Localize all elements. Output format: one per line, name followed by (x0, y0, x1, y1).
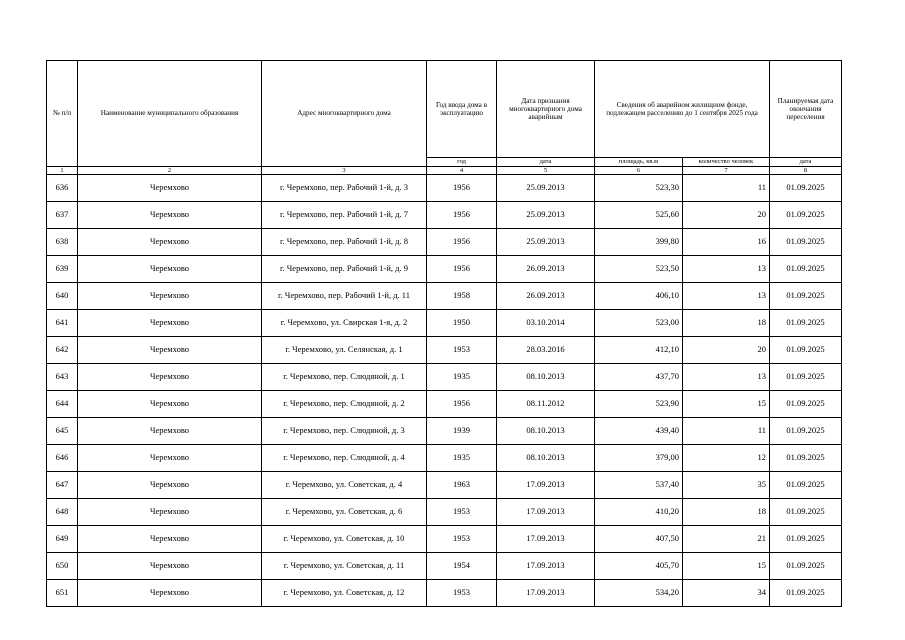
table-row (47, 526, 842, 553)
row-end-date: 01.09.2025 (770, 256, 842, 283)
row-municipality: Черемхово (78, 337, 262, 364)
row-area: 537,40 (595, 472, 683, 499)
row-number: 647 (47, 472, 78, 499)
row-address: г. Черемхово, пер. Слюдяной, д. 4 (262, 445, 427, 472)
row-people: 34 (683, 580, 770, 607)
row-year: 1954 (427, 553, 497, 580)
table-row (47, 283, 842, 310)
row-end-date: 01.09.2025 (770, 391, 842, 418)
row-address: г. Черемхово, пер. Слюдяной, д. 1 (262, 364, 427, 391)
row-emergency-date: 17.09.2013 (497, 580, 595, 607)
row-address: г. Черемхово, пер. Рабочий 1-й, д. 7 (262, 202, 427, 229)
row-address: г. Черемхово, пер. Рабочий 1-й, д. 11 (262, 283, 427, 310)
row-emergency-date: 17.09.2013 (497, 526, 595, 553)
row-emergency-date: 25.09.2013 (497, 202, 595, 229)
row-number: 651 (47, 580, 78, 607)
row-address: г. Черемхово, пер. Слюдяной, д. 3 (262, 418, 427, 445)
row-address: г. Черемхово, пер. Слюдяной, д. 2 (262, 391, 427, 418)
row-end-date: 01.09.2025 (770, 310, 842, 337)
row-area: 525,60 (595, 202, 683, 229)
row-emergency-date: 28.03.2016 (497, 337, 595, 364)
header-planned-end-date: Планируемая дата окончания переселения (770, 61, 842, 158)
row-emergency-date: 03.10.2014 (497, 310, 595, 337)
row-year: 1956 (427, 256, 497, 283)
col-number-5: 5 (497, 167, 595, 175)
row-municipality: Черемхово (78, 283, 262, 310)
row-address: г. Черемхово, ул. Свирская 1-я, д. 2 (262, 310, 427, 337)
row-area: 379,00 (595, 445, 683, 472)
header-emergency-housing-info: Сведения об аварийном жилищном фонде, подлежащем расселению до 1 сентября 2025 года (595, 61, 770, 158)
table-row (47, 337, 842, 364)
row-number: 638 (47, 229, 78, 256)
col-number-4: 4 (427, 167, 497, 175)
row-year: 1956 (427, 202, 497, 229)
table-row (47, 553, 842, 580)
row-emergency-date: 17.09.2013 (497, 553, 595, 580)
row-area: 399,80 (595, 229, 683, 256)
row-area: 412,10 (595, 337, 683, 364)
col-number-7: 7 (683, 167, 770, 175)
row-address: г. Черемхово, ул. Советская, д. 12 (262, 580, 427, 607)
row-number: 650 (47, 553, 78, 580)
row-end-date: 01.09.2025 (770, 499, 842, 526)
row-municipality: Черемхово (78, 202, 262, 229)
row-people: 13 (683, 364, 770, 391)
row-area: 405,70 (595, 553, 683, 580)
row-end-date: 01.09.2025 (770, 553, 842, 580)
row-year: 1939 (427, 418, 497, 445)
row-municipality: Черемхово (78, 526, 262, 553)
row-municipality: Черемхово (78, 553, 262, 580)
table-row (47, 391, 842, 418)
unit-people: количество человек (683, 158, 770, 167)
row-emergency-date: 08.11.2012 (497, 391, 595, 418)
row-end-date: 01.09.2025 (770, 580, 842, 607)
row-emergency-date: 26.09.2013 (497, 256, 595, 283)
row-number: 639 (47, 256, 78, 283)
row-municipality: Черемхово (78, 580, 262, 607)
row-people: 20 (683, 202, 770, 229)
row-address: г. Черемхово, ул. Советская, д. 10 (262, 526, 427, 553)
row-number: 645 (47, 418, 78, 445)
unit-area: площадь, кв.м (595, 158, 683, 167)
row-address: г. Черемхово, пер. Рабочий 1-й, д. 9 (262, 256, 427, 283)
row-municipality: Черемхово (78, 499, 262, 526)
row-emergency-date: 08.10.2013 (497, 418, 595, 445)
row-people: 18 (683, 499, 770, 526)
table-row (47, 580, 842, 607)
row-people: 35 (683, 472, 770, 499)
row-year: 1935 (427, 445, 497, 472)
unit-date: дата (497, 158, 595, 167)
row-people: 13 (683, 256, 770, 283)
row-area: 523,90 (595, 391, 683, 418)
row-end-date: 01.09.2025 (770, 418, 842, 445)
row-number: 641 (47, 310, 78, 337)
row-people: 20 (683, 337, 770, 364)
row-number: 642 (47, 337, 78, 364)
header-year: Год ввода дома в эксплуатацию (427, 61, 497, 158)
row-area: 523,30 (595, 175, 683, 202)
row-number: 644 (47, 391, 78, 418)
row-number: 640 (47, 283, 78, 310)
row-emergency-date: 25.09.2013 (497, 229, 595, 256)
col-number-2: 2 (78, 167, 262, 175)
table-row (47, 202, 842, 229)
row-year: 1963 (427, 472, 497, 499)
col-number-6: 6 (595, 167, 683, 175)
row-area: 439,40 (595, 418, 683, 445)
row-municipality: Черемхово (78, 445, 262, 472)
header-row (47, 61, 842, 158)
row-end-date: 01.09.2025 (770, 472, 842, 499)
row-address: г. Черемхово, пер. Рабочий 1-й, д. 8 (262, 229, 427, 256)
row-number: 637 (47, 202, 78, 229)
row-emergency-date: 17.09.2013 (497, 472, 595, 499)
row-people: 11 (683, 418, 770, 445)
row-municipality: Черемхово (78, 391, 262, 418)
row-year: 1958 (427, 283, 497, 310)
row-year: 1953 (427, 337, 497, 364)
row-emergency-date: 25.09.2013 (497, 175, 595, 202)
table-row (47, 229, 842, 256)
row-end-date: 01.09.2025 (770, 364, 842, 391)
row-area: 523,00 (595, 310, 683, 337)
row-address: г. Черемхово, ул. Советская, д. 4 (262, 472, 427, 499)
row-area: 534,20 (595, 580, 683, 607)
row-end-date: 01.09.2025 (770, 202, 842, 229)
row-address: г. Черемхово, ул. Советская, д. 11 (262, 553, 427, 580)
table-row (47, 445, 842, 472)
col-number-3: 3 (262, 167, 427, 175)
row-number: 648 (47, 499, 78, 526)
row-people: 16 (683, 229, 770, 256)
row-year: 1956 (427, 175, 497, 202)
table-row (47, 499, 842, 526)
row-emergency-date: 08.10.2013 (497, 445, 595, 472)
header-municipality: Наименование муниципального образования (78, 61, 262, 167)
table-row (47, 310, 842, 337)
row-address: г. Черемхово, ул. Советская, д. 6 (262, 499, 427, 526)
table-row (47, 472, 842, 499)
row-area: 410,20 (595, 499, 683, 526)
row-end-date: 01.09.2025 (770, 337, 842, 364)
row-end-date: 01.09.2025 (770, 175, 842, 202)
row-year: 1956 (427, 391, 497, 418)
row-area: 523,50 (595, 256, 683, 283)
row-year: 1953 (427, 499, 497, 526)
row-people: 18 (683, 310, 770, 337)
header-date-emergency: Дата признания многоквартирного дома аварийным (497, 61, 595, 158)
row-end-date: 01.09.2025 (770, 283, 842, 310)
row-number: 636 (47, 175, 78, 202)
row-year: 1953 (427, 526, 497, 553)
row-emergency-date: 08.10.2013 (497, 364, 595, 391)
row-year: 1956 (427, 229, 497, 256)
row-municipality: Черемхово (78, 175, 262, 202)
row-number: 646 (47, 445, 78, 472)
row-year: 1935 (427, 364, 497, 391)
row-number: 643 (47, 364, 78, 391)
row-municipality: Черемхово (78, 229, 262, 256)
col-number-8: 8 (770, 167, 842, 175)
column-numbers-row (47, 167, 842, 175)
row-people: 15 (683, 553, 770, 580)
header-address: Адрес многоквартирного дома (262, 61, 427, 167)
row-year: 1953 (427, 580, 497, 607)
row-people: 12 (683, 445, 770, 472)
row-municipality: Черемхово (78, 472, 262, 499)
row-emergency-date: 17.09.2013 (497, 499, 595, 526)
col-number-1: 1 (47, 167, 78, 175)
unit-end-date: дата (770, 158, 842, 167)
row-area: 406,10 (595, 283, 683, 310)
resettlement-table (46, 60, 842, 607)
table-row (47, 418, 842, 445)
row-municipality: Черемхово (78, 256, 262, 283)
row-address: г. Черемхово, ул. Селянская, д. 1 (262, 337, 427, 364)
row-end-date: 01.09.2025 (770, 229, 842, 256)
table-row (47, 256, 842, 283)
row-people: 21 (683, 526, 770, 553)
row-area: 407,50 (595, 526, 683, 553)
row-municipality: Черемхово (78, 364, 262, 391)
row-people: 13 (683, 283, 770, 310)
row-emergency-date: 26.09.2013 (497, 283, 595, 310)
row-municipality: Черемхово (78, 418, 262, 445)
header-number: № п/п (47, 61, 78, 167)
row-address: г. Черемхово, пер. Рабочий 1-й, д. 3 (262, 175, 427, 202)
table-row (47, 175, 842, 202)
row-people: 11 (683, 175, 770, 202)
row-municipality: Черемхово (78, 310, 262, 337)
row-end-date: 01.09.2025 (770, 526, 842, 553)
row-people: 15 (683, 391, 770, 418)
table-row (47, 364, 842, 391)
row-number: 649 (47, 526, 78, 553)
row-end-date: 01.09.2025 (770, 445, 842, 472)
row-year: 1950 (427, 310, 497, 337)
row-area: 437,70 (595, 364, 683, 391)
unit-year: год (427, 158, 497, 167)
